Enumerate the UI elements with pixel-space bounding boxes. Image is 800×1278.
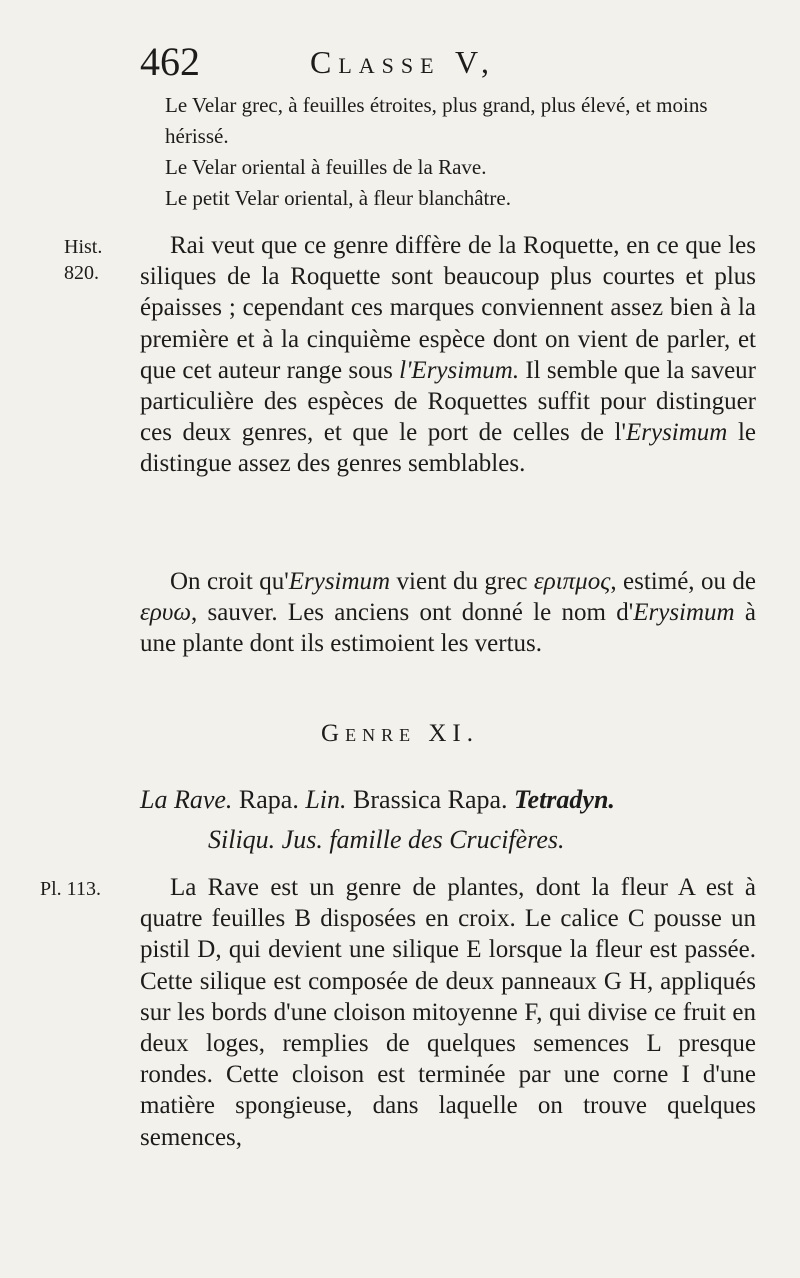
variety-item: Le petit Velar oriental, à fleur blanchâtre. [165,186,511,210]
paragraph-1: Rai veut que ce genre diffère de la Roquette, en ce que les siliques de la Roquette sont beaucoup plus courtes et plus épaisses ; cependant ces marques conviennent assez bien à la première et à la cinquième espèce dont on vient de parler, et que cet auteur range sous l'Erysimum. Il semble que la saveur particulière des espèces de Roquettes suffit pour distinguer ces deux genres, et que le port de celles de l'Erysimum le distingue assez des genres semblables. [140,232,756,478]
variety-item: Le Velar oriental à feuilles de la Rave. [165,155,487,179]
paragraph-2: On croit qu'Erysimum vient du grec εριπμος, estimé, ou de ερυω, sauver. Les anciens ont donné le nom d'Erysimum à une plante dont ils estimoient les vertus. [140,568,756,658]
variety-list [165,90,765,214]
margin-note-plate: Pl. 113. [40,878,101,900]
paragraph-3: La Rave est un genre de plantes, dont la fleur A est à quatre feuilles B disposées en croix. Le calice C pousse un pistil D, qui devient une silique E lorsque la fleur est passée. Cette silique est composée de deux panneaux G H, appliqués sur les bords d'une cloison mitoyenne F, qui divise ce fruit en deux loges, remplies de quelques semences L presque rondes. Cette cloison est terminée par une corne I d'une matière spongieuse, dans laquelle on trouve quelques semences, [140,874,756,1151]
genre-heading: Genre XI. [321,720,479,747]
nomenclature: La Rave. Rapa. Lin. Brassica Rapa. Tetradyn. Siliqu. Jus. famille des Crucifères. [140,785,615,854]
margin-note-hist: Hist. 820. [64,236,103,284]
running-title: Classe V, [310,44,496,80]
page-number: 462 [140,39,200,84]
variety-item: Le Velar grec, à feuilles étroites, plus grand, plus élevé, et moins hérissé. [165,93,708,148]
page-header [140,38,660,98]
